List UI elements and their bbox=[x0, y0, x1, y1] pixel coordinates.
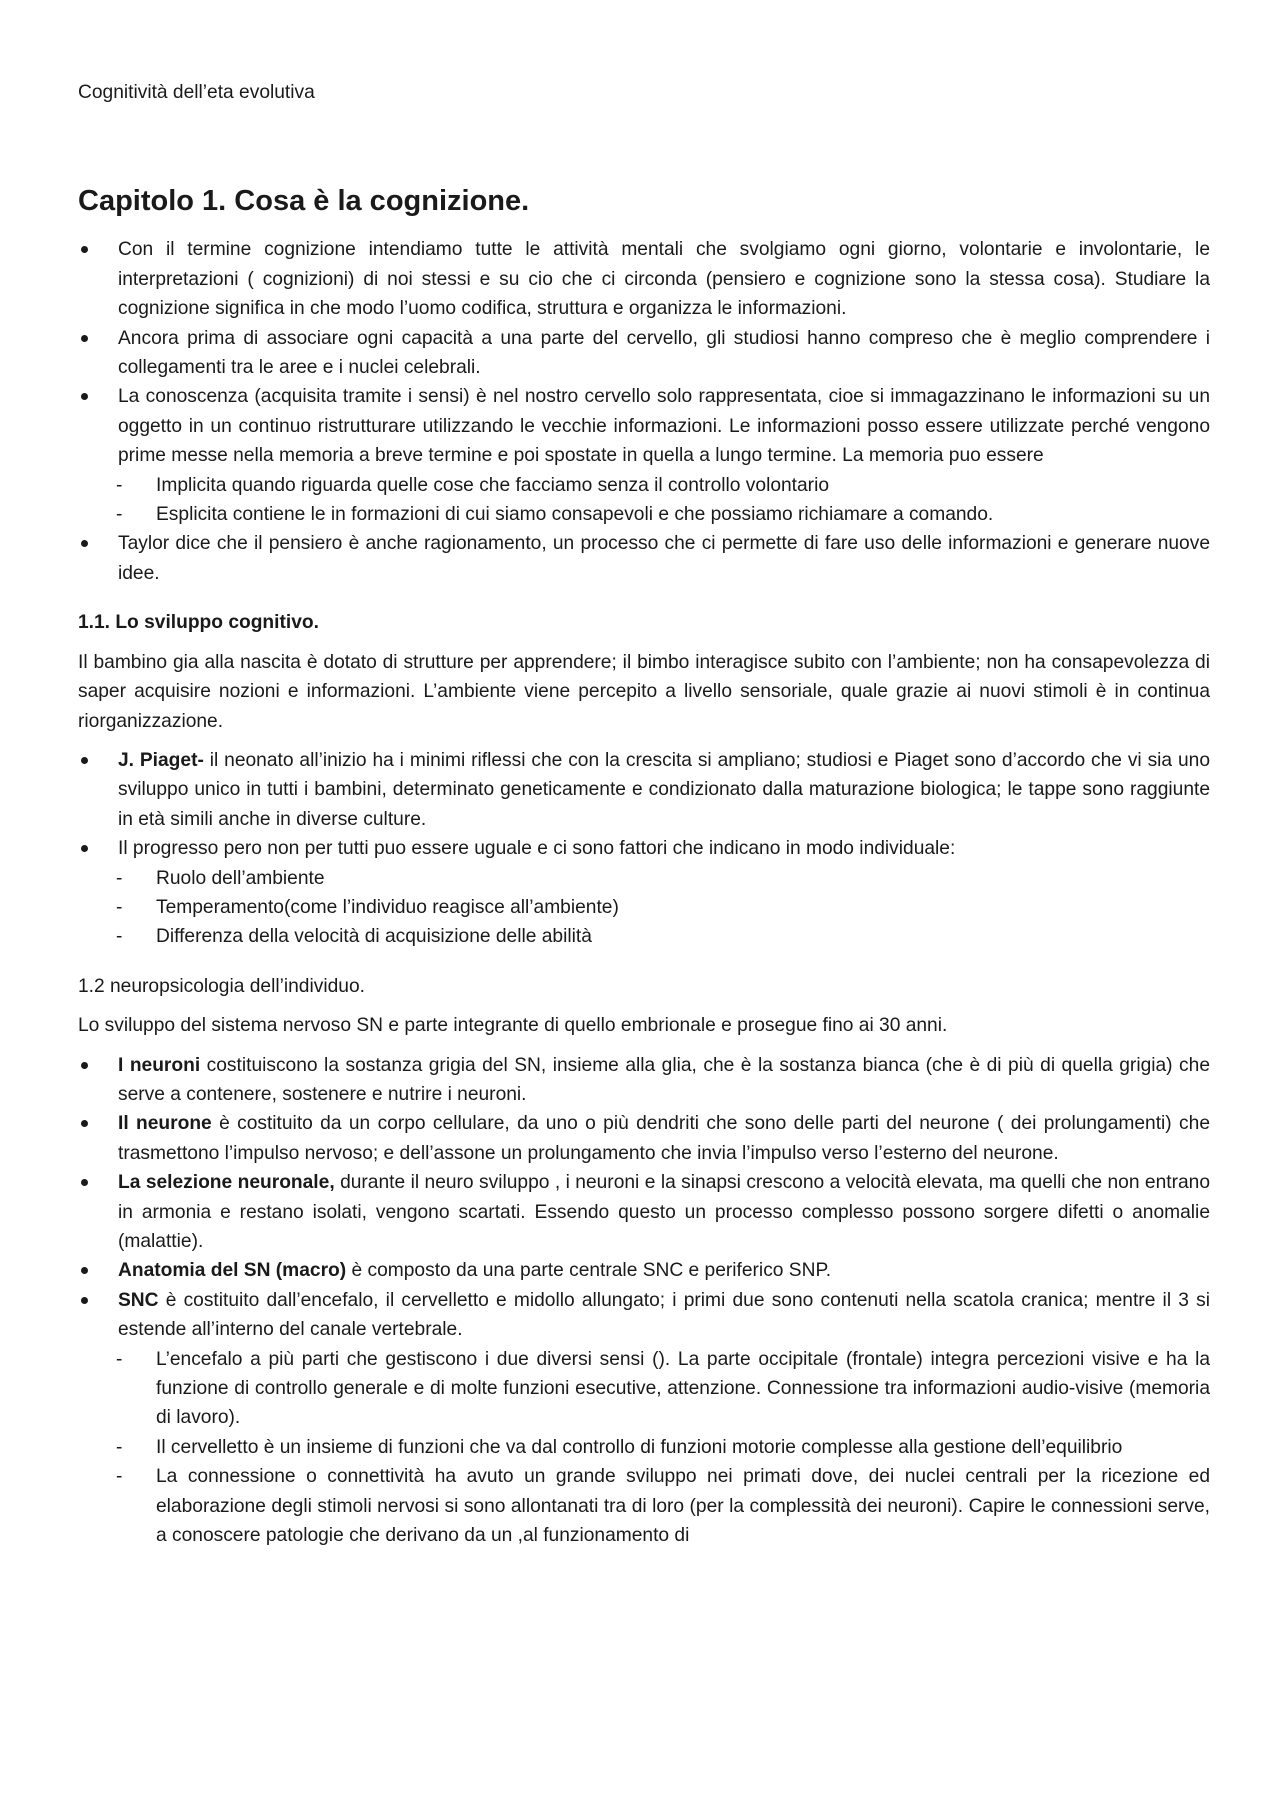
memory-implicita: - Implicita quando riguarda quelle cose che facciamo senza il controllo volontario bbox=[78, 471, 1210, 500]
neuroni-label: I neuroni bbox=[118, 1054, 201, 1076]
bullet-taylor: Taylor dice che il pensiero è anche ragionamento, un processo che ci permette di fare uso delle informazioni e generare nuove idee. bbox=[78, 529, 1210, 588]
section-1-2-bullets bbox=[78, 1051, 1210, 1257]
section-1-1-paragraph: Il bambino gia alla nascita è dotato di strutture per apprendere; il bimbo interagisce subito con l’ambiente; non ha consapevolezza di saper acquisire nozioni e informazioni. L’ambiente viene percepito a livello sensoriale, quale grazie ai nuovi stimoli è in continua riorganizzazione. bbox=[78, 651, 1210, 732]
bullet-piaget bbox=[78, 746, 1210, 834]
memory-esplicita: - Esplicita contiene le in formazioni di cui siamo consapevoli e che possiamo richiamare a comando. bbox=[78, 500, 1210, 529]
document-header: Cognitività dell’eta evolutiva bbox=[78, 82, 315, 103]
bullet-conoscenza-text: La conoscenza (acquisita tramite i sensi) è nel nostro cervello solo rappresentata, cioe si immagazzinano le informazioni su un oggetto in un continuo ristrutturare utilizzando le vecchie informazioni. Le informazioni posso essere utilizzate perché vengono prime messe nella memoria a breve termine e poi spostate in quella a lungo termine. La memoria puo essere bbox=[118, 386, 1210, 467]
factor-velocita: - Differenza della velocità di acquisizione delle abilità bbox=[78, 922, 1210, 951]
snc-item-encefalo: - L’encefalo a più parti che gestiscono i due diversi sensi (). La parte occipitale (frontale) integra percezioni visive e ha la funzione di controllo generale e di molte funzioni esecutive, attenzione. Connessione tra informazioni audio-visive (memoria di lavoro). bbox=[78, 1345, 1210, 1433]
factors-list bbox=[78, 864, 1210, 952]
bullet-snc bbox=[78, 1286, 1210, 1551]
bullet-neurone bbox=[78, 1109, 1210, 1168]
bullet-collegamenti: Ancora prima di associare ogni capacità a una parte del cervello, gli studiosi hanno compreso che è meglio comprendere i collegamenti tra le aree e i nuclei celebrali. bbox=[78, 324, 1210, 383]
section-1-2-title: 1.2 neuropsicologia dell’individuo. bbox=[78, 975, 365, 997]
snc-item-cervelletto: - Il cervelletto è un insieme di funzioni che va dal controllo di funzioni motorie complesse alla gestione dell’equilibrio bbox=[78, 1433, 1210, 1462]
bullet-selezione bbox=[78, 1168, 1210, 1256]
chapter-title: Capitolo 1. Cosa è la cognizione. bbox=[78, 185, 530, 218]
piaget-label: J. Piaget- bbox=[118, 749, 204, 771]
bullet-progresso bbox=[78, 834, 1210, 952]
anatomia-label: Anatomia del SN (macro) bbox=[118, 1260, 347, 1282]
section-1-1-bullets bbox=[78, 746, 1210, 952]
bullet-conoscenza bbox=[78, 382, 1210, 529]
neuroni-text: costituiscono la sostanza grigia del SN, insieme alla glia, che è la sostanza bianca (che è di più di quella grigia) che serve a contenere, sostenere e nutrire i neuroni. bbox=[118, 1054, 1210, 1105]
neurone-text: è costituito da un corpo cellulare, da uno o più dendriti che sono delle parti del neurone ( dei prolungamenti) che trasmettono l’impulso nervoso; e dell’assone un prolungamento che invia l’impulso verso l’esterno del neurone. bbox=[118, 1113, 1210, 1164]
intro-bullet-list bbox=[78, 235, 1210, 588]
anatomy-bullets bbox=[78, 1256, 1210, 1550]
factor-temperamento: - Temperamento(come l’individuo reagisce all’ambiente) bbox=[78, 893, 1210, 922]
neurone-label: Il neurone bbox=[118, 1113, 212, 1135]
bullet-cognizione: Con il termine cognizione intendiamo tutte le attività mentali che svolgiamo ogni giorno, volontarie e involontarie, le interpretazioni ( cognizioni) di noi stessi e su cio che ci circonda (pensiero e cognizione sono la stessa cosa). Studiare la cognizione significa in che modo l’uomo codifica, struttura e organizza le informazioni. bbox=[78, 235, 1210, 323]
section-1-2-paragraph: Lo sviluppo del sistema nervoso SN e parte integrante di quello embrionale e prosegue fino ai 30 anni. bbox=[78, 1015, 948, 1037]
bullet-neuroni bbox=[78, 1051, 1210, 1110]
section-1-1-title: 1.1. Lo sviluppo cognitivo. bbox=[78, 612, 319, 634]
snc-items-list bbox=[78, 1345, 1210, 1551]
anatomia-text: è composto da una parte centrale SNC e periferico SNP. bbox=[346, 1260, 832, 1282]
piaget-text: il neonato all’inizio ha i minimi riflessi che con la crescita si ampliano; studiosi e Piaget sono d’accordo che vi sia uno sviluppo unico in tutti i bambini, determinato geneticamente e condizionato dalla maturazione biologica; le tappe sono raggiunte in età simili anche in diverse culture. bbox=[118, 749, 1210, 830]
selezione-label: La selezione neuronale, bbox=[118, 1172, 335, 1194]
memory-types-list bbox=[78, 471, 1210, 530]
factor-ambiente: - Ruolo dell’ambiente bbox=[78, 864, 1210, 893]
bullet-anatomia bbox=[78, 1256, 1210, 1285]
snc-text: è costituito dall’encefalo, il cervelletto e midollo allungato; i primi due sono contenuti nella scatola cranica; mentre il 3 si estende all’interno del canale vertebrale. bbox=[118, 1289, 1210, 1341]
snc-label: SNC bbox=[118, 1289, 159, 1311]
snc-item-connessione: - La connessione o connettività ha avuto un grande sviluppo nei primati dove, dei nuclei centrali per la ricezione ed elaborazione degli stimoli nervosi si sono allontanati tra di loro (per la complessità dei neuroni). Capire le connessioni serve, a conoscere patologie che derivano da un ,al funzionamento di bbox=[78, 1462, 1210, 1550]
progresso-text: Il progresso pero non per tutti puo essere uguale e ci sono fattori che indicano in modo individuale: bbox=[118, 838, 956, 860]
selezione-text: durante il neuro sviluppo , i neuroni e la sinapsi crescono a velocità elevata, ma quelli che non entrano in armonia e restano isolati, vengono scartati. Essendo questo un processo complesso possono sorgere difetti o anomalie (malattie). bbox=[118, 1172, 1210, 1252]
